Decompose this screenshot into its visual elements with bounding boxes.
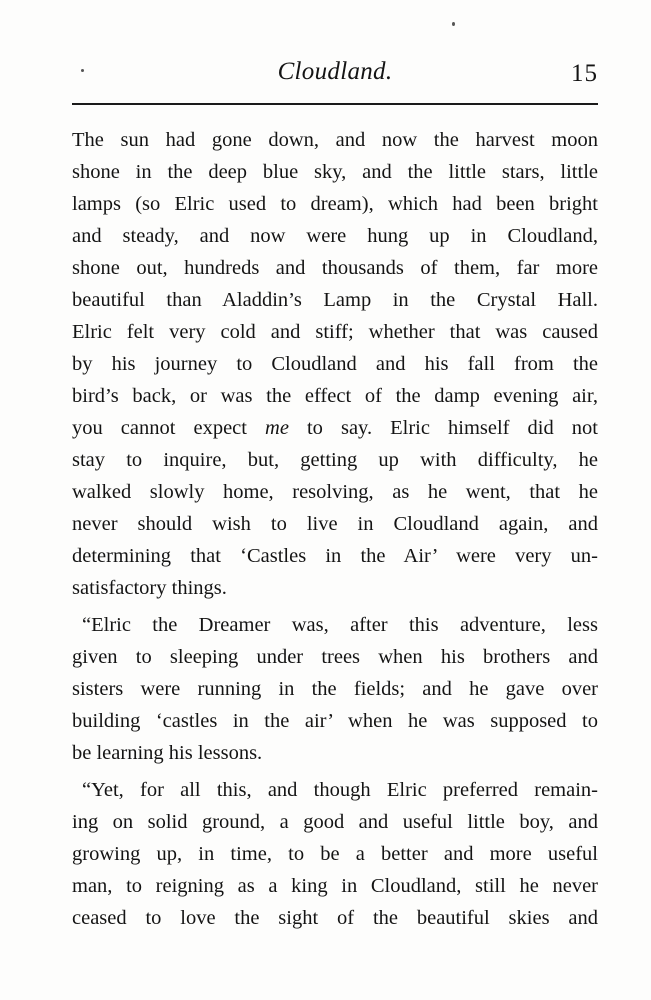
text-line: growing up, in time, to be a better and more useful (72, 843, 598, 865)
text-line: walked slowly home, resolving, as he went, that he (72, 481, 598, 503)
ink-speck (452, 22, 455, 26)
text-line: sisters were running in the fields; and he gave over (72, 678, 598, 700)
emphasis: me (265, 417, 289, 439)
text-line: The sun had gone down, and now the harvest moon (72, 129, 598, 151)
text-line: given to sleeping under trees when his brothers and (72, 646, 598, 668)
text-line: satisfactory things. (72, 577, 227, 599)
header-rule (72, 103, 598, 105)
running-head (72, 58, 598, 94)
text-line: “Yet, for all this, and though Elric preferred remain- (82, 779, 598, 801)
text-line: and steady, and now were hung up in Cloudland, (72, 225, 598, 247)
body-text (72, 124, 598, 934)
text-line: beautiful than Aladdin’s Lamp in the Crystal Hall. (72, 289, 598, 311)
text-line: bird’s back, or was the effect of the damp evening air, (72, 385, 598, 407)
text-line: shone in the deep blue sky, and the little stars, little (72, 161, 598, 183)
page-number: 15 (571, 60, 598, 87)
text-line: stay to inquire, but, getting up with difficulty, he (72, 449, 598, 471)
paragraph (72, 609, 598, 769)
text-line: “Elric the Dreamer was, after this adventure, less (82, 614, 598, 636)
text-line: ceased to love the sight of the beautiful skies and (72, 907, 598, 929)
text-line: be learning his lessons. (72, 742, 263, 764)
text-line: man, to reigning as a king in Cloudland, still he never (72, 875, 598, 897)
text-line: determining that ‘Castles in the Air’ were very un- (72, 545, 598, 567)
text-line: building ‘castles in the air’ when he was supposed to (72, 710, 598, 732)
text-line: never should wish to live in Cloudland again, and (72, 513, 598, 535)
running-title: Cloudland. (277, 58, 393, 85)
text-line: by his journey to Cloudland and his fall from the (72, 353, 598, 375)
paragraph (72, 124, 598, 604)
text-line: ing on solid ground, a good and useful little boy, and (72, 811, 598, 833)
text-line: shone out, hundreds and thousands of them, far more (72, 257, 598, 279)
text-line: you cannot expect me to say. Elric himself did not (72, 417, 598, 439)
paragraph (72, 774, 598, 934)
text-line: Elric felt very cold and stiff; whether that was caused (72, 321, 598, 343)
text-line: lamps (so Elric used to dream), which had been bright (72, 193, 598, 215)
